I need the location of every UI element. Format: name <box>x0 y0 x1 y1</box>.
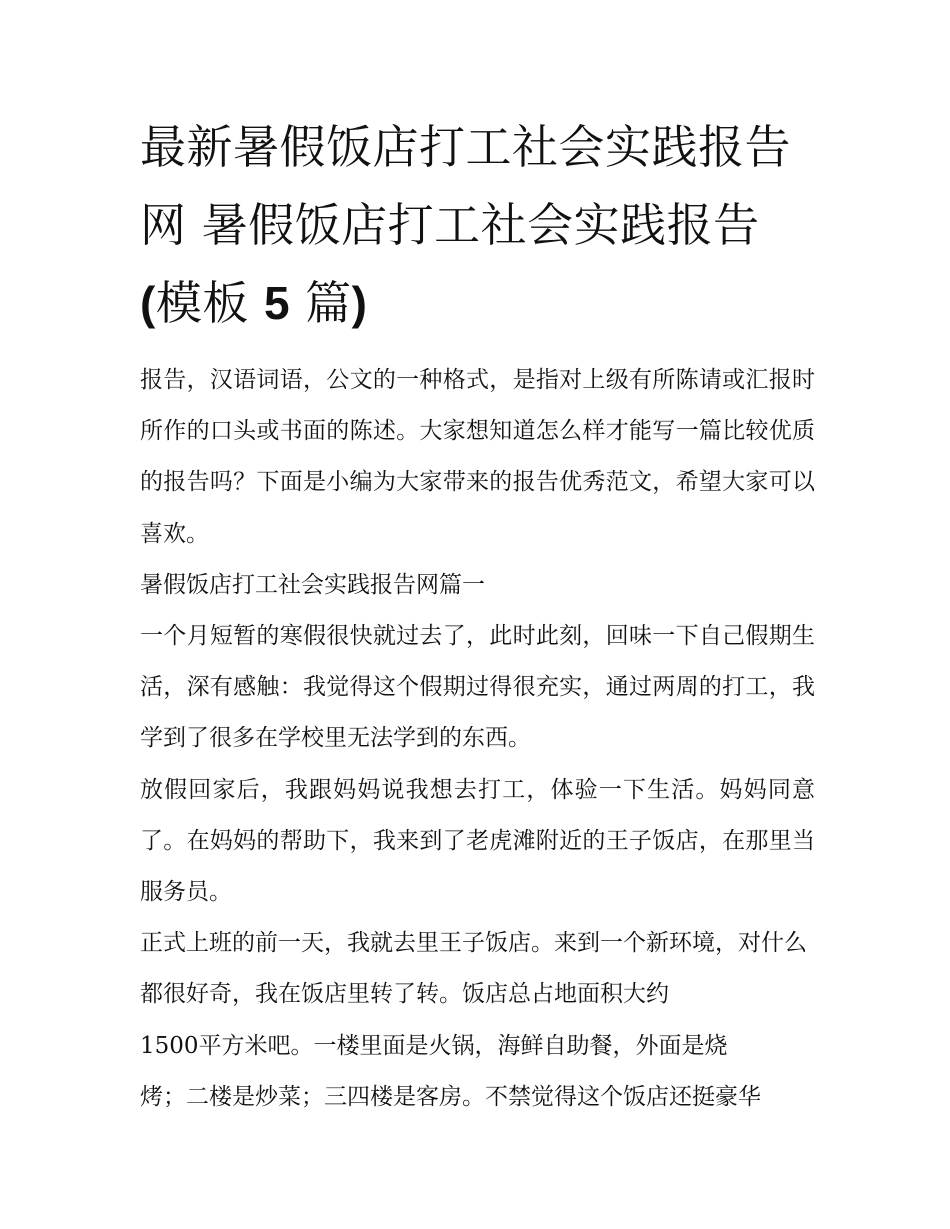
title-text: 最新暑假饭店打工社会实践报告网 暑假饭店打工社会实践报告 <box>140 120 791 252</box>
body-paragraph-line: 1500平方米吧。一楼里面是火锅，海鲜自助餐，外面是烧 <box>140 1032 728 1059</box>
title-close-paren: ) <box>351 277 368 329</box>
section-heading: 暑假饭店打工社会实践报告网篇一 <box>140 571 485 598</box>
body-paragraph-line: 烤；二楼是炒菜；三四楼是客房。不禁觉得这个饭店还挺豪华 <box>140 1083 761 1110</box>
body-paragraph: 一个月短暂的寒假很快就过去了，此时此刻，回味一下自己假期生活，深有感触：我觉得这个假期过得很充实，通过两周的打工，我学到了很多在学校里无法学到的东西。 <box>140 623 815 752</box>
body-paragraph: 放假回家后，我跟妈妈说我想去打工，体验一下生活。妈妈同意了。在妈妈的帮助下，我来到了老虎滩附近的王子饭店，在那里当服务员。 <box>140 776 815 906</box>
body-paragraph <box>140 918 815 1123</box>
body-paragraph-text: 正式上班的前一天，我就去里王子饭店。来到一个新环境，对什么都很好奇，我在饭店里转了转。饭店总占地面积大约 <box>140 930 807 1008</box>
title-template-word: 模板 <box>155 276 249 330</box>
title-number: 5 <box>263 277 291 329</box>
title-piece-word: 篇 <box>305 276 352 330</box>
document-body <box>140 355 815 1123</box>
title-open-paren: ( <box>140 277 156 329</box>
document-title <box>140 108 820 342</box>
intro-paragraph: 报告，汉语词语，公文的一种格式，是指对上级有所陈请或汇报时所作的口头或书面的陈述。大家想知道怎么样才能写一篇比较优质的报告吗？下面是小编为大家带来的报告优秀范文，希望大家可以喜欢。 <box>140 367 815 547</box>
